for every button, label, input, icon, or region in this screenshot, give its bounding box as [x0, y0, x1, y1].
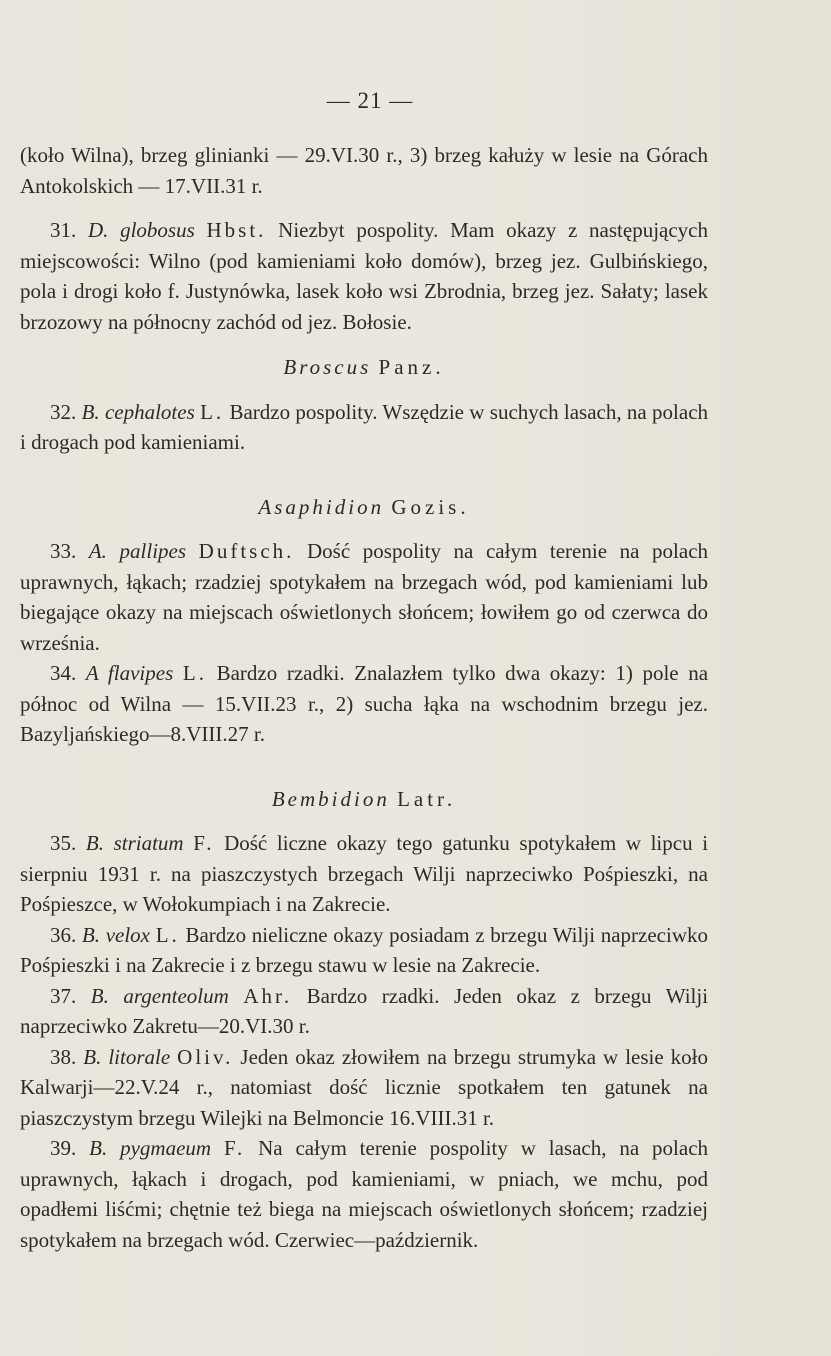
entry-33 [20, 536, 708, 658]
entry-text: Na całym terenie pospolity w lasach, na polach uprawnych, łąkach i drogach, pod kamieniami, w pniach, we mchu, pod opadłemi liśćmi; chętnie też biega na miejscach oświetlonych słońcem; rzadziej spotykałem na brzegach wód. Czerwiec—październik. [20, 1136, 709, 1252]
entry-number: 39. [50, 1136, 77, 1160]
genus-heading-broscus [20, 352, 708, 383]
entry-text: Bardzo rzadki. Jeden okaz z brzegu Wilji naprzeciwko Zakretu—20.VI.30 r. [20, 983, 709, 1038]
page-number: — 21 — [326, 88, 414, 113]
entry-37 [20, 981, 708, 1042]
species-name: B. pygmaeum [89, 1136, 212, 1160]
species-author: Ahr. [243, 983, 293, 1008]
entry-38 [20, 1042, 708, 1134]
genus-author: Panz. [378, 355, 445, 379]
species-name: A. pallipes [88, 539, 187, 563]
entry-35 [20, 828, 708, 920]
paragraph-continuation: (koło Wilna), brzeg glinianki — 29.VI.30 r., 3) brzeg kałuży w lesie na Górach Antokolskich — 17.VII.31 r. [20, 143, 708, 198]
entry-text: Bardzo nieliczne okazy posiadam z brzegu Wilji naprzeciwko Pośpieszki i na Zakrecie i z brzegu stawu w lesie na Zakrecie. [20, 922, 708, 977]
species-author: L. [155, 922, 180, 947]
entry-31 [20, 215, 708, 337]
entry-text: Bardzo pospolity. Wszędzie w suchych lasach, na polach i drogach pod kamieniami. [20, 399, 709, 454]
species-name: A flavipes [85, 661, 174, 685]
entry-39 [20, 1133, 708, 1255]
species-author: Oliv. [177, 1044, 234, 1069]
entry-34 [20, 658, 708, 750]
entry-text: Bardzo rzadki. Znalazłem tylko dwa okazy: 1) pole na północ od Wilna — 15.VII.23 r., 2) sucha łąka na wschodnim brzegu jez. Bazyljańskiego—8.VIII.27 r. [20, 661, 709, 746]
entry-text: Dość liczne okazy tego gatunku spotykałem w lipcu i sierpniu 1931 r. na piaszczystych brzegach Wilji naprzeciwko Pośpieszki, na Pośpieszce, w Wołokumpiach i na Zakrecie. [20, 831, 709, 916]
species-author: L. [200, 399, 225, 424]
species-author: F. [223, 1136, 246, 1160]
entry-number: 38. [50, 1044, 77, 1069]
species-name: B. litorale [83, 1044, 171, 1069]
entry-32 [20, 397, 708, 458]
entry-number: 32. [50, 399, 77, 424]
species-author: F. [193, 831, 215, 855]
species-author: Hbst. [206, 218, 267, 242]
genus-author: Gozis. [391, 494, 470, 519]
entry-number: 33. [50, 539, 77, 563]
genus-author: Latr. [397, 786, 457, 811]
genus-heading-bembidion [20, 784, 708, 815]
entry-number: 37. [50, 983, 77, 1008]
species-name: B. velox [81, 922, 150, 947]
entry-36 [20, 920, 708, 981]
genus-heading-asaphidion [20, 492, 708, 523]
entry-number: 31. [50, 218, 77, 242]
species-author: Duftsch. [198, 539, 295, 563]
entry-text: Niezbyt pospolity. Mam okazy z następujących miejscowości: Wilno (pod kamieniami koło domów), brzeg jez. Gulbińskiego, pola i drogi koło f. Justynówka, lasek koło wsi Zbrodnia, brzeg jez. Sałaty; lasek brzozowy na północny zachód od jez. Bołosie. [20, 218, 708, 334]
text-body [20, 140, 708, 1255]
entry-number: 34. [50, 661, 77, 685]
entry-number: 36. [50, 922, 77, 947]
species-name: B. striatum [85, 831, 184, 855]
genus-name: Bembidion [271, 786, 390, 811]
species-author: L. [182, 661, 207, 685]
entry-number: 35. [50, 831, 77, 855]
entry-text: Jeden okaz złowiłem na brzegu strumyka w lesie koło Kalwarji—22.V.24 r., natomiast dość licznie spotkałem ten gatunek na piaszczystym brzegu Wilejki na Belmoncie 16.VIII.31 r. [20, 1044, 709, 1130]
species-name: B. argenteolum [90, 983, 229, 1008]
species-name: D. globosus [87, 218, 195, 242]
entry-text: Dość pospolity na całym terenie na polach uprawnych, łąkach; rzadziej spotykałem na brzegach wód, pod kamieniami lub biegające okazy na miejscach oświetlonych słońcem; łowiłem go od czerwca do września. [20, 539, 709, 655]
genus-name: Broscus [283, 355, 372, 379]
species-name: B. cephalotes [81, 399, 195, 424]
genus-name: Asaphidion [258, 494, 385, 519]
